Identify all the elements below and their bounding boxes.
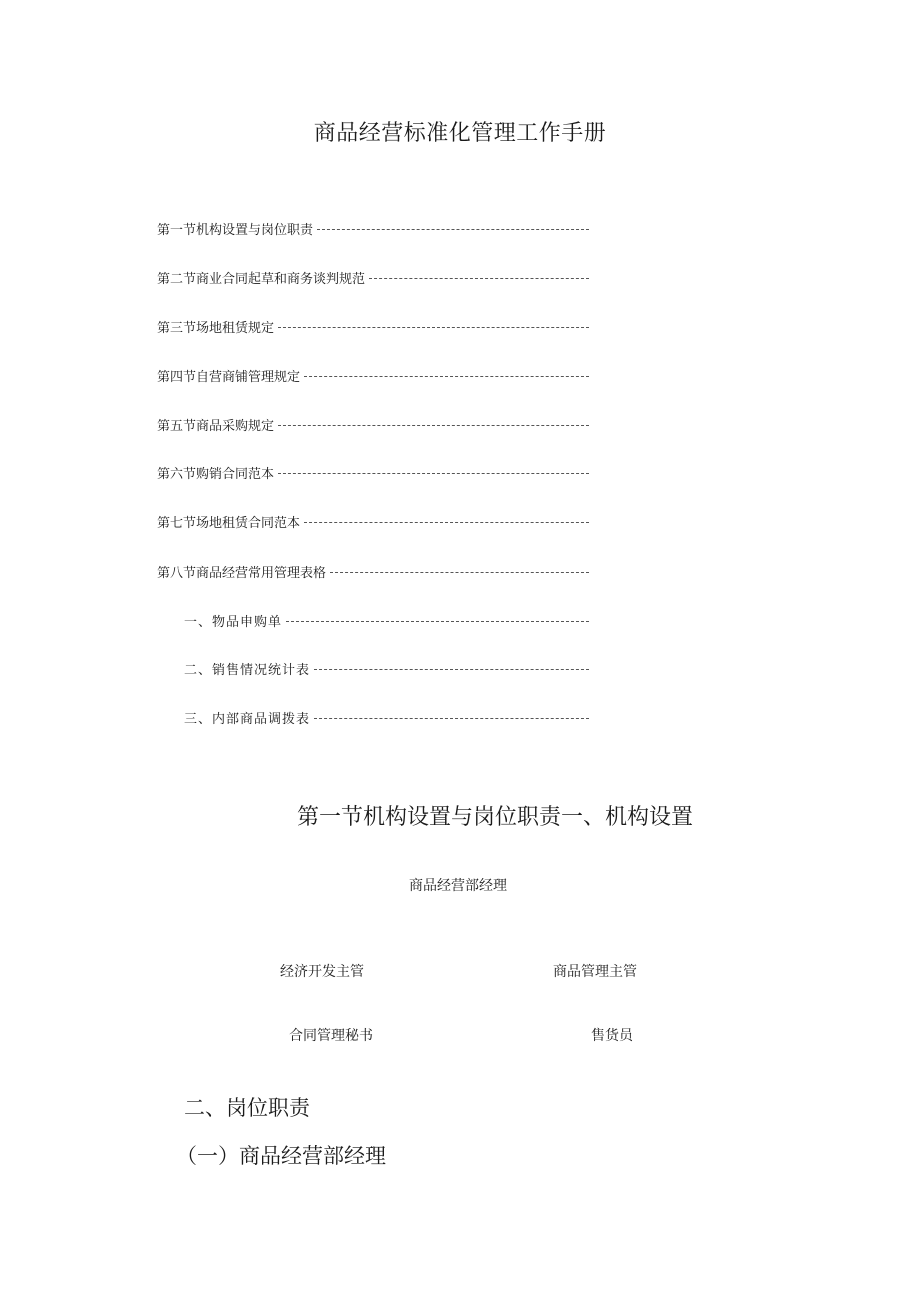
toc-leader bbox=[314, 669, 589, 670]
section-heading: 第一节机构设置与岗位职责一、机构设置 bbox=[296, 805, 693, 830]
toc-item[interactable] bbox=[157, 512, 589, 530]
toc-item[interactable] bbox=[157, 268, 589, 286]
toc-item[interactable] bbox=[157, 415, 589, 433]
toc-leader bbox=[278, 425, 589, 426]
toc-item-label: 第七节场地租赁合同范本 bbox=[157, 515, 301, 531]
toc-item[interactable] bbox=[157, 562, 589, 580]
toc-leader bbox=[369, 278, 589, 279]
toc-subitem[interactable] bbox=[184, 659, 589, 677]
toc-leader bbox=[314, 718, 589, 719]
toc-item[interactable] bbox=[157, 219, 589, 237]
toc-leader bbox=[317, 229, 589, 230]
org-chart-root: 商品经营部经理 bbox=[409, 878, 507, 894]
toc-item-label: 第四节自营商铺管理规定 bbox=[157, 369, 301, 385]
toc-leader bbox=[330, 572, 589, 573]
org-chart-node-right-manager: 商品管理主管 bbox=[553, 964, 637, 980]
subheading-department-manager: （一）商品经营部经理 bbox=[176, 1144, 386, 1168]
toc-item-label: 第三节场地租赁规定 bbox=[157, 320, 275, 336]
toc-subitem[interactable] bbox=[184, 708, 589, 726]
toc-item-label: 第八节商品经营常用管理表格 bbox=[157, 565, 327, 581]
org-chart-node-right-staff: 售货员 bbox=[591, 1028, 633, 1044]
toc-leader bbox=[304, 376, 589, 377]
toc-item-label: 第五节商品采购规定 bbox=[157, 418, 275, 434]
subheading-job-duties: 二、岗位职责 bbox=[184, 1096, 310, 1120]
toc-item-label: 第六节购销合同范本 bbox=[157, 466, 275, 482]
toc-leader bbox=[278, 473, 589, 474]
toc-item-label: 第二节商业合同起草和商务谈判规范 bbox=[157, 271, 366, 287]
toc-item[interactable] bbox=[157, 317, 589, 335]
toc-item-label: 三、内部商品调拨表 bbox=[184, 711, 311, 727]
toc-item[interactable] bbox=[157, 366, 589, 384]
toc-item[interactable] bbox=[157, 463, 589, 481]
toc-leader bbox=[278, 327, 589, 328]
org-chart-node-left-staff: 合同管理秘书 bbox=[289, 1028, 373, 1044]
toc-item-label: 二、销售情况统计表 bbox=[184, 662, 311, 678]
toc-item-label: 一、物品申购单 bbox=[184, 614, 283, 630]
document-title: 商品经营标准化管理工作手册 bbox=[313, 121, 607, 146]
toc-item-label: 第一节机构设置与岗位职责 bbox=[157, 222, 314, 238]
toc-leader bbox=[286, 621, 589, 622]
org-chart-node-left-manager: 经济开发主管 bbox=[280, 964, 364, 980]
toc-subitem[interactable] bbox=[184, 611, 589, 629]
toc-leader bbox=[304, 522, 589, 523]
